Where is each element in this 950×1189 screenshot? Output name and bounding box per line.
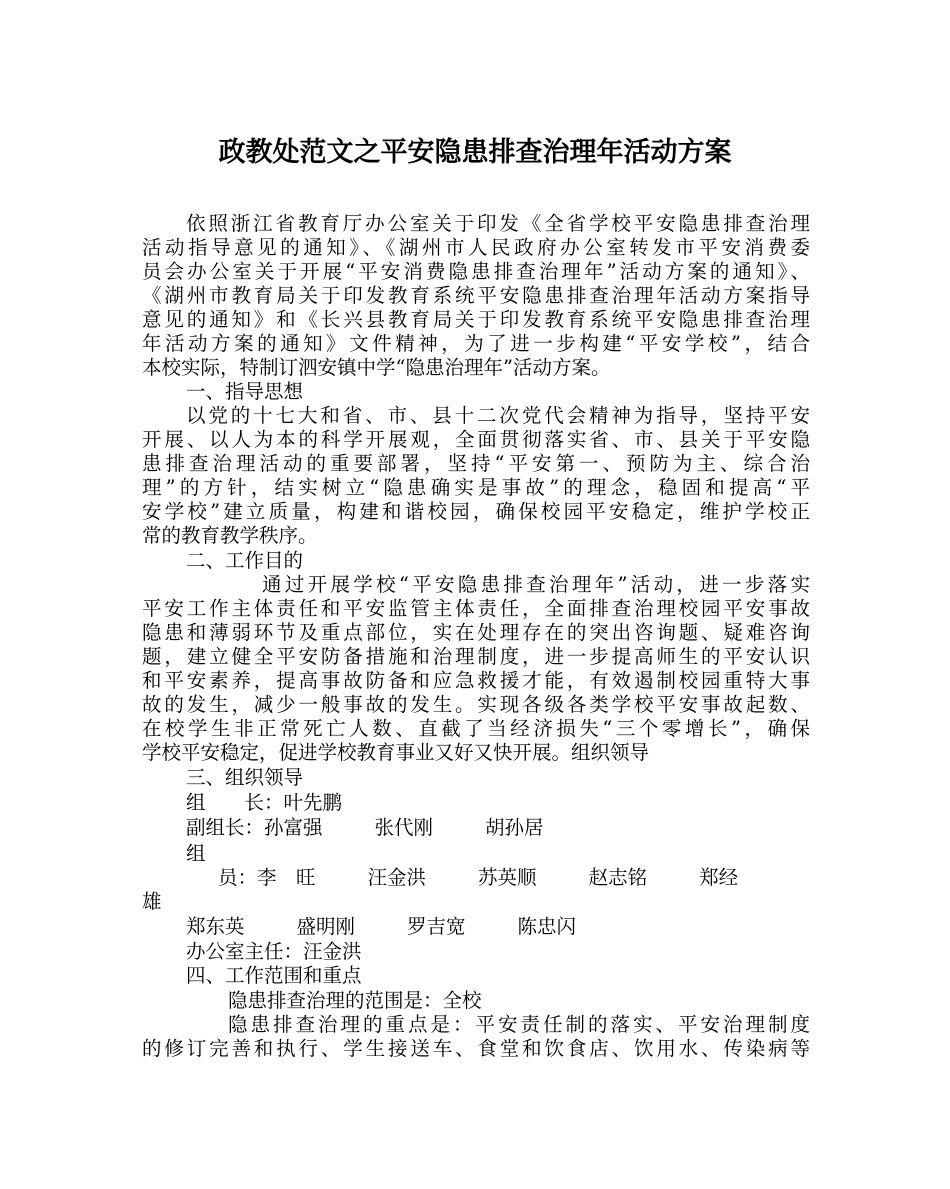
member-name: 李 旺	[257, 866, 316, 889]
intro-line: 本校实际，特制订泗安镇中学“隐患治理年”活动方案。	[142, 356, 611, 379]
section1-line: 安学校”建立质量，构建和谐校园，确保校园平安稳定，维护学校正	[142, 500, 810, 523]
leader-label: 组 长：	[186, 791, 284, 814]
intro-line: 意见的通知》和《长兴县教育局关于印发教育系统平安隐患排查治理	[142, 308, 810, 331]
member-name: 汪金洪	[367, 866, 427, 889]
section2-line: 通过开展学校“平安隐患排查治理年”活动，进一步落实	[262, 573, 810, 596]
section-heading: 三、组织领导	[186, 766, 304, 789]
members-row	[186, 915, 854, 939]
members-label-top: 组	[186, 842, 206, 865]
section2-line: 题，建立健全平安防备措施和治理制度，进一步提高师生的平安认识	[142, 645, 810, 668]
deputy-name: 张代刚	[374, 816, 434, 839]
section-heading: 四、工作范围和重点	[186, 964, 362, 987]
member-name: 郑东英	[186, 915, 245, 938]
section2-line: 学校平安稳定，促进学校教育事业又好又快开展。组织领导	[142, 741, 650, 764]
member-name: 赵志铭	[588, 866, 648, 889]
section2-line: 和平安素养，提高事故防备和应急救援才能，有效遏制校园重特大事	[142, 669, 810, 692]
section-heading: 二、工作目的	[186, 549, 304, 572]
member-name: 罗吉宽	[407, 915, 466, 938]
intro-line: 依照浙江省教育厅办公室关于印发《全省学校平安隐患排查治理	[186, 212, 810, 235]
office-director-row	[186, 940, 854, 964]
intro-line: 《湖州市教育局关于印发教育系统平安隐患排查治理年活动方案指导	[142, 284, 810, 307]
section1-line: 开展、以人为本的科学开展观，全面贯彻落实省、市、县关于平安隐	[142, 428, 810, 451]
intro-line: 年活动方案的通知》文件精神，为了进一步构建“平安学校”，结合	[142, 332, 810, 355]
section1-line: 患排查治理活动的重要部署，坚持“平安第一、预防为主、综合治	[142, 452, 810, 475]
leader-row	[186, 791, 854, 815]
member-name: 盛明刚	[296, 915, 356, 938]
deputy-row	[186, 816, 854, 840]
intro-line: 员会办公室关于开展“平安消费隐患排查治理年”活动方案的通知》、	[142, 260, 810, 283]
member-name: 陈忠闪	[517, 915, 577, 938]
scope-line: 隐患排查治理的范围是：全校	[228, 989, 482, 1012]
section2-line: 在校学生非正常死亡人数、直截了当经济损失“三个零增长”，确保	[142, 717, 810, 740]
members-row	[218, 866, 812, 890]
deputy-name: 胡孙居	[485, 816, 544, 839]
leader-name: 叶先鹏	[283, 791, 343, 814]
section-heading: 一、指导思想	[186, 380, 304, 403]
office-director-name: 汪金洪	[303, 940, 362, 963]
section1-line: 理”的方针，结实树立“隐患确实是事故”的理念，稳固和提高“平	[142, 476, 810, 499]
members-wrap: 雄	[142, 890, 162, 913]
member-name: 郑经	[699, 866, 739, 889]
deputy-name: 孙富强	[264, 816, 323, 839]
member-name: 苏英顺	[478, 866, 537, 889]
members-label-bottom: 员：	[218, 866, 258, 889]
section1-line: 常的教育教学秩序。	[142, 524, 318, 547]
intro-line: 活动指导意见的通知》、《湖州市人民政府办公室转发市平安消费委	[142, 236, 810, 259]
office-director-label: 办公室主任：	[186, 940, 304, 963]
deputy-label: 副组长：	[186, 816, 265, 839]
section2-line: 平安工作主体责任和平安监管主体责任，全面排查治理校园平安事故	[142, 597, 810, 620]
focus-line: 的修订完善和执行、学生接送车、食堂和饮食店、饮用水、传染病等	[142, 1037, 810, 1060]
section1-line: 以党的十七大和省、市、县十二次党代会精神为指导，坚持平安	[186, 404, 810, 427]
section2-line: 隐患和薄弱环节及重点部位，实在处理存在的突出咨询题、疑难咨询	[142, 621, 810, 644]
section2-line: 故的发生，减少一般事故的发生。实现各级各类学校平安事故起数、	[142, 693, 810, 716]
document-title: 政教处范文之平安隐患排查治理年活动方案	[218, 137, 732, 168]
focus-line: 隐患排查治理的重点是：平安责任制的落实、平安治理制度	[228, 1013, 810, 1036]
